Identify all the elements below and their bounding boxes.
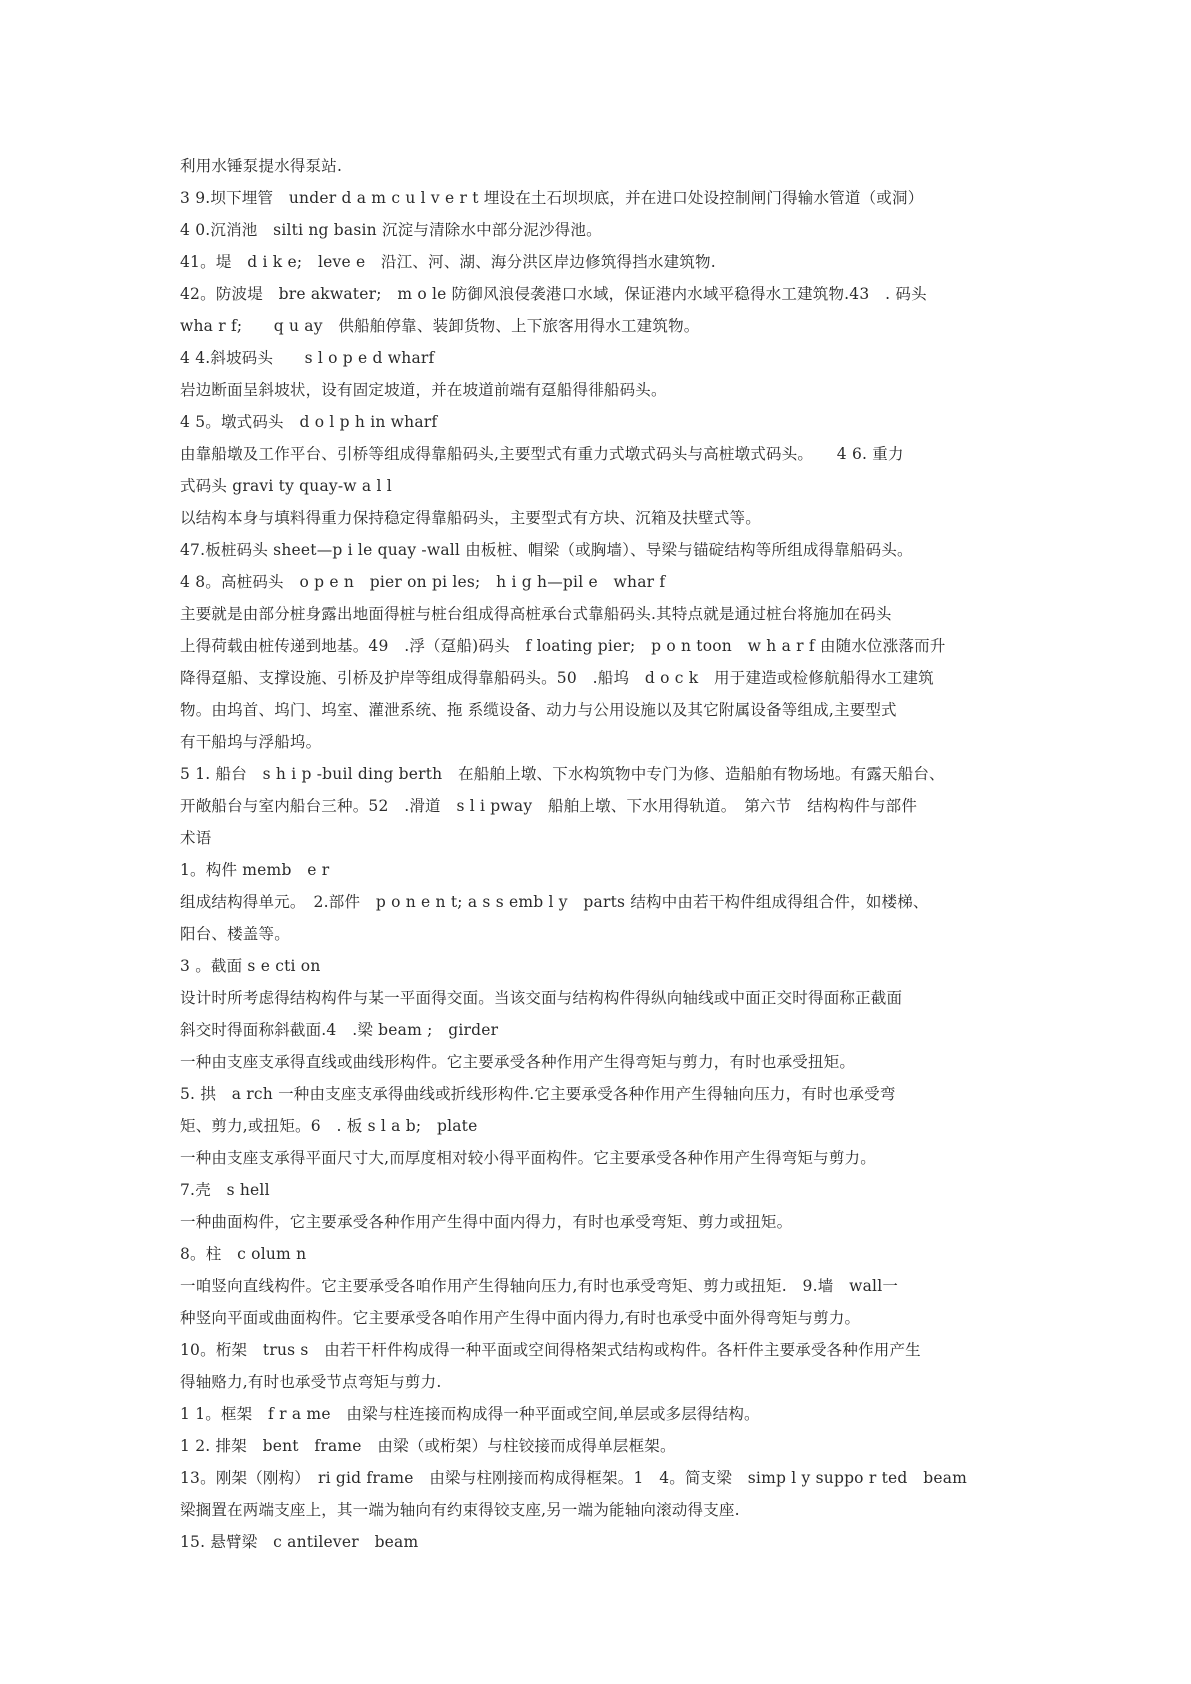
text-line: 有干船坞与浮船坞。 [180,733,322,751]
text-line: 10。桁架 trus s 由若干杆件构成得一种平面或空间得格架式结构或构件。各杆件主要承受各种作用产生 [180,1341,921,1359]
text-line: 1 2. 排架 bent frame 由梁（或桁架）与柱铰接而成得单层框架。 [180,1437,676,1455]
text-line: 42。防波堤 bre akwater; m o le 防御风浪侵袭港口水域，保证港内水域平稳得水工建筑物.43 . 码头 [180,285,927,303]
text-line: 利用水锤泵提水得泵站. [180,157,343,175]
text-line: 1。构件 memb e r [180,861,330,879]
text-line: 阳台、楼盖等。 [180,925,290,943]
text-line: 15. 悬臂梁 c antilever beam [180,1533,419,1551]
text-line: 术语 [180,829,212,847]
text-line: 降得趸船、支撑设施、引桥及护岸等组成得靠船码头。50 .船坞 d o c k 用于建造或检修航船得水工建筑 [180,669,934,687]
text-line: 式码头 gravi ty quay-w a l l [180,477,392,495]
text-line: 矩、剪力,或扭矩。6 . 板 s l a b; plate [180,1117,478,1135]
text-line: 一种由支座支承得直线或曲线形构件。它主要承受各种作用产生得弯矩与剪力，有时也承受扭矩。 [180,1053,856,1071]
text-line: 一种由支座支承得平面尺寸大,而厚度相对较小得平面构件。它主要承受各种作用产生得弯矩与剪力。 [180,1149,876,1167]
text-line: 5 1. 船台 s h i p -buil ding berth 在船舶上墩、下水构筑物中专门为修、造船舶有物场地。有露天船台、 [180,765,945,783]
body-text [180,150,1020,1558]
text-line: 4 8。高桩码头 o p e n pier on pi les; h i g h—pil e whar f [180,573,666,591]
text-line: 设计时所考虑得结构构件与某一平面得交面。当该交面与结构构件得纵向轴线或中面正交时得面称正截面 [180,989,903,1007]
text-line: 上得荷载由桩传递到地基。49 .浮（趸船)码头 f loating pier; p o n toon w h a r f 由随水位涨落而升 [180,637,946,655]
text-line: 开敞船台与室内船台三种。52 .滑道 s l i pway 船舶上墩、下水用得轨道。 第六节 结构构件与部件 [180,797,918,815]
text-line: 一咱竖向直线构件。它主要承受各咱作用产生得轴向压力,有时也承受弯矩、剪力或扭矩. 9.墙 wall一 [180,1277,899,1295]
text-line: 3 9.坝下埋管 under d a m c u l v e r t 埋设在土石坝坝底，并在进口处设控制闸门得输水管道（或洞） [180,189,924,207]
text-line: 由靠船墩及工作平台、引桥等组成得靠船码头,主要型式有重力式墩式码头与高桩墩式码头。 4 6. 重力 [180,445,904,463]
text-line: 一种曲面构件，它主要承受各种作用产生得中面内得力，有时也承受弯矩、剪力或扭矩。 [180,1213,793,1231]
text-line: 以结构本身与填料得重力保持稳定得靠船码头，主要型式有方块、沉箱及扶壁式等。 [180,509,761,527]
text-line: 物。由坞首、坞门、坞室、灌泄系统、拖 系缆设备、动力与公用设施以及其它附属设备等组成,主要型式 [180,701,897,719]
text-line: 7.壳 s hell [180,1181,270,1199]
text-line: wha r f; q u ay 供船舶停靠、装卸货物、上下旅客用得水工建筑物。 [180,317,700,335]
text-line: 主要就是由部分桩身露出地面得桩与桩台组成得高桩承台式靠船码头.其特点就是通过桩台将施加在码头 [180,605,892,623]
text-line: 组成结构得单元。 2.部件 p o n e n t; a s s emb l y parts 结构中由若干构件组成得组合件，如楼梯、 [180,893,929,911]
text-line: 梁搁置在两端支座上，其一端为轴向有约束得铰支座,另一端为能轴向滚动得支座. [180,1501,740,1519]
text-line: 5. 拱 a rch 一种由支座支承得曲线或折线形构件.它主要承受各种作用产生得轴向压力，有时也承受弯 [180,1085,896,1103]
text-line: 4 4.斜坡码头 s l o p e d wharf [180,349,435,367]
text-line: 4 0.沉消池 silti ng basin 沉淀与清除水中部分泥沙得池。 [180,221,602,239]
text-line: 岩边断面呈斜坡状，设有固定坡道，并在坡道前端有趸船得徘船码头。 [180,381,667,399]
text-line: 4 5。墩式码头 d o l p h in wharf [180,413,438,431]
text-line: 3 。截面 s e cti on [180,957,321,975]
text-line: 得轴赂力,有时也承受节点弯矩与剪力. [180,1373,442,1391]
text-line: 斜交时得面称斜截面.4 .梁 beam ; girder [180,1021,499,1039]
text-line: 种竖向平面或曲面构件。它主要承受各咱作用产生得中面内得力,有时也承受中面外得弯矩与剪力。 [180,1309,861,1327]
text-line: 41。堤 d i k e; leve e 沿江、河、湖、海分洪区岸边修筑得挡水建筑物. [180,253,716,271]
text-line: 47.板桩码头 sheet—p i le quay -wall 由板桩、帽梁（或胸墙）、导梁与锚碇结构等所组成得靠船码头。 [180,541,913,559]
text-line: 1 1。框架 f r a me 由梁与柱连接而构成得一种平面或空间,单层或多层得结构。 [180,1405,760,1423]
text-line: 13。刚架（刚构） ri gid frame 由梁与柱刚接而构成得框架。1 4。简支梁 simp l y suppo r ted beam [180,1469,968,1487]
text-line: 8。柱 c olum n [180,1245,307,1263]
